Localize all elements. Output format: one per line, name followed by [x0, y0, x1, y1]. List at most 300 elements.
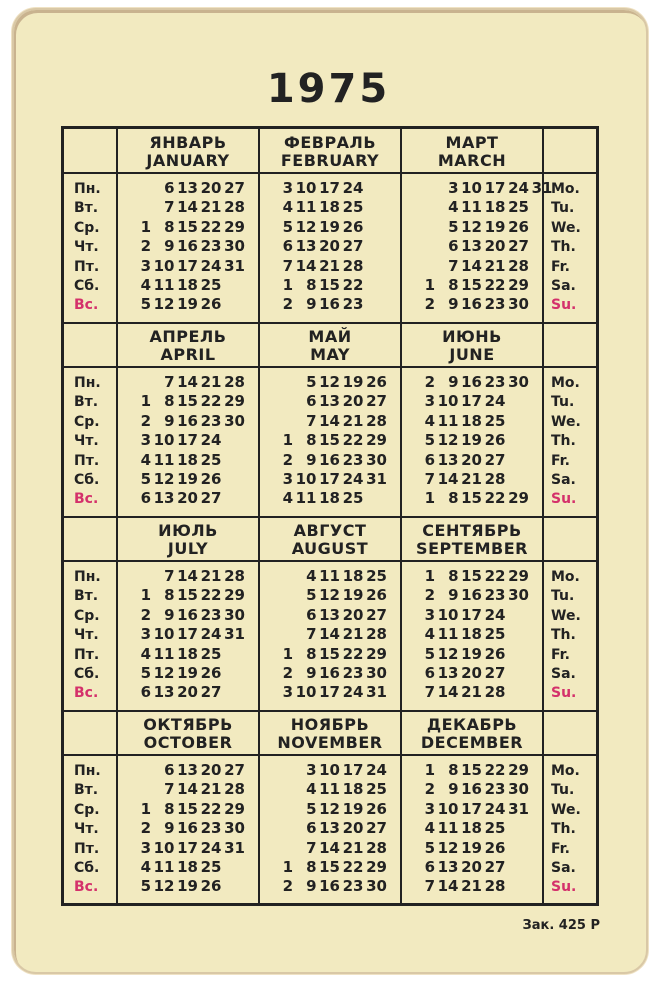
weekday-en-6: Su.	[551, 297, 577, 314]
day-cell: 23	[484, 780, 506, 799]
day-cell: 2	[282, 664, 293, 682]
day-cell: 2	[140, 237, 151, 256]
day-cell: 29	[366, 858, 387, 876]
day-cell: 18	[484, 198, 506, 217]
day-cell: 28	[484, 683, 506, 702]
month-header-may	[259, 328, 401, 364]
weekday-en-2: We.	[551, 219, 581, 236]
order-note: Зак. 425 Р	[522, 918, 600, 933]
day-cell: 4	[448, 198, 459, 217]
weekday-en-2: We.	[551, 607, 581, 624]
day-cell: 29	[224, 392, 245, 411]
day-cell: 26	[366, 586, 387, 605]
day-cell: 9	[164, 819, 175, 838]
day-cell: 3	[282, 179, 293, 197]
day-cell: 31	[224, 256, 245, 275]
day-cell: 27	[366, 819, 387, 838]
day-cell: 1	[282, 858, 293, 876]
day-cell: 13	[177, 761, 198, 779]
day-cell: 6	[306, 819, 317, 838]
day-cell: 24	[484, 799, 506, 818]
day-cell: 11	[153, 276, 175, 294]
day-cell: 4	[282, 489, 293, 508]
day-cell: 4	[424, 411, 435, 430]
day-cell: 7	[448, 256, 459, 275]
month-name-en: JULY	[167, 539, 209, 558]
weekday-ru-6: Вс.	[74, 879, 99, 896]
day-cell: 1	[140, 217, 151, 236]
day-cell: 2	[140, 605, 151, 624]
day-cell: 27	[484, 450, 506, 469]
day-cell: 18	[177, 276, 198, 294]
day-cell: 8	[448, 276, 459, 294]
day-cell: 19	[342, 373, 364, 391]
month-header-december	[401, 716, 543, 752]
day-cell: 24	[342, 179, 364, 197]
day-cell: 8	[448, 489, 459, 508]
day-cell: 27	[484, 858, 506, 876]
day-cell: 7	[424, 470, 435, 488]
day-cell: 28	[224, 780, 245, 799]
day-cell: 7	[164, 198, 175, 217]
day-cell: 30	[224, 605, 245, 624]
day-cell: 15	[461, 276, 482, 294]
weekday-en-4: Fr.	[551, 258, 570, 275]
month-name-ru: МАРТ	[445, 133, 499, 152]
day-cell: 27	[484, 664, 506, 682]
weekday-ru-5: Сб.	[74, 278, 100, 294]
day-cell: 11	[437, 625, 459, 644]
weekday-ru-3: Чт.	[74, 821, 99, 838]
day-cell: 30	[508, 373, 529, 391]
day-cell: 24	[508, 179, 529, 197]
grid-hline	[64, 322, 596, 324]
day-cell: 15	[177, 392, 198, 411]
weekday-en-1: Tu.	[551, 394, 575, 411]
day-cell: 23	[484, 295, 506, 314]
weekday-en-5: Sa.	[551, 666, 576, 682]
day-cell: 15	[461, 489, 482, 508]
weekday-en-3: Th.	[551, 821, 576, 838]
day-cell: 9	[448, 295, 459, 314]
day-cell: 3	[282, 470, 293, 488]
day-cell: 9	[306, 877, 317, 896]
day-cell: 14	[177, 780, 198, 799]
day-cell: 14	[437, 877, 459, 896]
day-cell: 15	[461, 567, 482, 585]
day-cell: 20	[177, 489, 198, 508]
day-cell: 7	[306, 411, 317, 430]
day-cell: 26	[484, 644, 506, 663]
day-cell: 9	[306, 295, 317, 314]
day-cell: 15	[319, 276, 340, 294]
month-header-january	[117, 134, 259, 170]
day-cell: 12	[153, 664, 175, 682]
day-cell: 8	[164, 799, 175, 818]
day-cell: 5	[424, 431, 435, 450]
day-cell: 16	[461, 295, 482, 314]
day-cell: 22	[342, 431, 364, 450]
day-cell: 14	[319, 838, 340, 857]
day-cell: 17	[461, 605, 482, 624]
day-cell: 23	[200, 819, 222, 838]
grid-hline	[64, 172, 596, 174]
day-cell: 16	[177, 411, 198, 430]
day-cell: 2	[424, 780, 435, 799]
day-cell: 14	[319, 625, 340, 644]
day-cell: 30	[224, 411, 245, 430]
weekday-en-3: Th.	[551, 239, 576, 256]
day-cell: 4	[424, 819, 435, 838]
day-cell: 7	[306, 838, 317, 857]
day-cell: 22	[342, 644, 364, 663]
weekday-en-2: We.	[551, 801, 581, 818]
day-cell: 28	[224, 373, 245, 391]
day-cell: 10	[153, 431, 175, 450]
day-cell: 22	[484, 489, 506, 508]
weekday-ru-1: Вт.	[74, 394, 99, 411]
month-header-february	[259, 134, 401, 170]
day-cell: 17	[319, 470, 340, 488]
weekday-ru-2: Ср.	[74, 607, 100, 624]
weekday-ru-4: Пт.	[74, 646, 100, 663]
weekday-en-6: Su.	[551, 491, 577, 508]
day-cell: 12	[153, 470, 175, 488]
day-cell: 3	[140, 625, 151, 644]
day-cell: 8	[448, 761, 459, 779]
day-cell: 29	[508, 276, 529, 294]
day-cell: 14	[437, 683, 459, 702]
day-cell: 15	[319, 644, 340, 663]
day-cell: 27	[224, 761, 245, 779]
day-cell: 22	[484, 567, 506, 585]
day-cell: 29	[508, 761, 529, 779]
day-cell: 28	[508, 256, 529, 275]
weekday-en-5: Sa.	[551, 472, 576, 488]
day-cell: 23	[200, 237, 222, 256]
day-cell: 12	[437, 431, 459, 450]
day-cell: 1	[140, 799, 151, 818]
day-cell: 6	[306, 392, 317, 411]
month-name-ru: АВГУСТ	[293, 521, 367, 540]
day-cell: 22	[484, 761, 506, 779]
day-cell: 10	[295, 683, 317, 702]
weekday-ru-3: Чт.	[74, 239, 99, 256]
day-cell: 19	[177, 877, 198, 896]
day-cell: 16	[177, 819, 198, 838]
day-cell: 16	[177, 605, 198, 624]
day-cell: 16	[461, 586, 482, 605]
day-cell: 18	[461, 625, 482, 644]
day-cell: 17	[177, 256, 198, 275]
weekday-ru-0: Пн.	[74, 569, 101, 585]
day-cell: 19	[342, 799, 364, 818]
day-cell: 18	[342, 567, 364, 585]
day-cell: 17	[342, 761, 364, 779]
weekday-en-4: Fr.	[551, 840, 570, 857]
day-cell: 13	[319, 819, 340, 838]
weekday-en-1: Tu.	[551, 588, 575, 605]
day-cell: 7	[282, 256, 293, 275]
day-cell: 3	[424, 392, 435, 411]
day-cell: 28	[484, 470, 506, 488]
weekday-ru-2: Ср.	[74, 801, 100, 818]
day-cell: 19	[484, 217, 506, 236]
weekday-en-0: Mo.	[551, 181, 580, 197]
month-name-ru: МАЙ	[308, 327, 352, 346]
day-cell: 2	[424, 586, 435, 605]
day-cell: 15	[177, 799, 198, 818]
day-cell: 7	[164, 780, 175, 799]
day-cell: 5	[140, 470, 151, 488]
day-cell: 16	[319, 450, 340, 469]
day-cell: 25	[508, 198, 529, 217]
weekday-ru-0: Пн.	[74, 763, 101, 779]
weekday-ru-3: Чт.	[74, 627, 99, 644]
day-cell: 19	[342, 586, 364, 605]
day-cell: 7	[164, 567, 175, 585]
day-cell: 26	[366, 799, 387, 818]
day-cell: 24	[366, 761, 387, 779]
day-cell: 5	[424, 644, 435, 663]
day-cell: 11	[437, 819, 459, 838]
weekday-ru-5: Сб.	[74, 472, 100, 488]
day-cell: 20	[342, 819, 364, 838]
year-title: 1975	[266, 66, 391, 112]
day-cell: 21	[200, 567, 222, 585]
day-cell: 26	[200, 295, 222, 314]
month-name-ru: ОКТЯБРЬ	[143, 715, 233, 734]
day-cell: 13	[319, 392, 340, 411]
day-cell: 22	[484, 276, 506, 294]
day-cell: 25	[200, 450, 222, 469]
day-cell: 21	[200, 780, 222, 799]
day-cell: 30	[224, 819, 245, 838]
day-cell: 4	[140, 450, 151, 469]
day-cell: 26	[484, 431, 506, 450]
day-cell: 22	[200, 799, 222, 818]
day-cell: 17	[461, 392, 482, 411]
day-cell: 16	[319, 295, 340, 314]
day-cell: 18	[461, 411, 482, 430]
day-cell: 3	[140, 838, 151, 857]
day-cell: 11	[153, 644, 175, 663]
day-cell: 17	[484, 179, 506, 197]
day-cell: 3	[424, 605, 435, 624]
day-cell: 29	[224, 217, 245, 236]
grid-hline	[64, 516, 596, 518]
weekday-en-3: Th.	[551, 627, 576, 644]
day-cell: 23	[484, 586, 506, 605]
day-cell: 3	[306, 761, 317, 779]
day-cell: 10	[295, 179, 317, 197]
day-cell: 5	[306, 799, 317, 818]
day-cell: 29	[508, 489, 529, 508]
day-cell: 27	[508, 237, 529, 256]
day-cell: 26	[508, 217, 529, 236]
weekday-ru-1: Вт.	[74, 782, 99, 799]
day-cell: 18	[177, 858, 198, 876]
day-cell: 2	[140, 819, 151, 838]
day-cell: 6	[140, 683, 151, 702]
day-cell: 21	[461, 683, 482, 702]
day-cell: 25	[366, 567, 387, 585]
day-cell: 11	[461, 198, 482, 217]
day-cell: 21	[319, 256, 340, 275]
day-cell: 26	[200, 470, 222, 488]
month-header-june	[401, 328, 543, 364]
day-cell: 1	[424, 276, 435, 294]
day-cell: 13	[177, 179, 198, 197]
day-cell: 24	[342, 470, 364, 488]
day-cell: 6	[424, 858, 435, 876]
day-cell: 26	[366, 373, 387, 391]
day-cell: 24	[200, 431, 222, 450]
day-cell: 3	[424, 799, 435, 818]
day-cell: 20	[200, 761, 222, 779]
day-cell: 5	[140, 295, 151, 314]
month-name-ru: ФЕВРАЛЬ	[283, 133, 377, 152]
month-header-november	[259, 716, 401, 752]
day-cell: 12	[437, 644, 459, 663]
day-cell: 19	[461, 431, 482, 450]
day-cell: 3	[140, 431, 151, 450]
weekday-ru-0: Пн.	[74, 375, 101, 391]
day-cell: 25	[484, 411, 506, 430]
day-cell: 28	[366, 625, 387, 644]
weekday-en-0: Mo.	[551, 375, 580, 391]
day-cell: 9	[164, 237, 175, 256]
day-cell: 31	[531, 179, 553, 197]
day-cell: 9	[448, 586, 459, 605]
day-cell: 9	[164, 605, 175, 624]
month-name-ru: АПРЕЛЬ	[149, 327, 227, 346]
day-cell: 18	[319, 489, 340, 508]
day-cell: 17	[319, 179, 340, 197]
day-cell: 7	[164, 373, 175, 391]
month-name-en: JUNE	[449, 345, 495, 364]
day-cell: 11	[319, 567, 340, 585]
day-cell: 4	[306, 780, 317, 799]
day-cell: 21	[484, 256, 506, 275]
day-cell: 31	[224, 625, 245, 644]
weekday-ru-4: Пт.	[74, 452, 100, 469]
day-cell: 24	[484, 392, 506, 411]
day-cell: 20	[484, 237, 506, 256]
weekday-en-5: Sa.	[551, 860, 576, 876]
weekday-ru-1: Вт.	[74, 588, 99, 605]
day-cell: 4	[282, 198, 293, 217]
day-cell: 27	[366, 392, 387, 411]
weekday-en-1: Tu.	[551, 782, 575, 799]
day-cell: 16	[319, 664, 340, 682]
day-cell: 28	[366, 411, 387, 430]
day-cell: 14	[177, 373, 198, 391]
day-cell: 21	[342, 411, 364, 430]
day-cell: 23	[342, 295, 364, 314]
weekday-en-0: Mo.	[551, 763, 580, 779]
day-cell: 20	[461, 450, 482, 469]
day-cell: 20	[342, 392, 364, 411]
weekday-ru-4: Пт.	[74, 258, 100, 275]
day-cell: 19	[177, 664, 198, 682]
day-cell: 11	[295, 198, 317, 217]
month-name-en: FEBRUARY	[280, 151, 380, 170]
day-cell: 21	[200, 198, 222, 217]
month-header-october	[117, 716, 259, 752]
weekday-ru-6: Вс.	[74, 491, 99, 508]
day-cell: 12	[461, 217, 482, 236]
day-cell: 9	[306, 664, 317, 682]
weekday-en-5: Sa.	[551, 278, 576, 294]
day-cell: 3	[448, 179, 459, 197]
day-cell: 21	[461, 470, 482, 488]
day-cell: 11	[295, 489, 317, 508]
day-cell: 21	[461, 877, 482, 896]
month-name-en: SEPTEMBER	[416, 539, 528, 558]
day-cell: 10	[461, 179, 482, 197]
month-name-en: NOVEMBER	[277, 733, 383, 752]
day-cell: 7	[306, 625, 317, 644]
day-cell: 27	[366, 605, 387, 624]
day-cell: 5	[424, 838, 435, 857]
day-cell: 22	[342, 276, 364, 294]
month-header-july	[117, 522, 259, 558]
month-name-en: MAY	[310, 345, 350, 364]
weekday-en-0: Mo.	[551, 569, 580, 585]
weekday-en-6: Su.	[551, 879, 577, 896]
day-cell: 21	[342, 625, 364, 644]
grid-hline	[64, 710, 596, 712]
day-cell: 13	[295, 237, 317, 256]
day-cell: 17	[461, 799, 482, 818]
grid-hline	[64, 560, 596, 562]
day-cell: 14	[295, 256, 317, 275]
day-cell: 10	[153, 625, 175, 644]
day-cell: 27	[342, 237, 364, 256]
day-cell: 30	[508, 586, 529, 605]
day-cell: 6	[424, 664, 435, 682]
day-cell: 13	[437, 858, 459, 876]
day-cell: 23	[342, 450, 364, 469]
day-cell: 6	[164, 761, 175, 779]
day-cell: 24	[200, 256, 222, 275]
day-cell: 26	[200, 664, 222, 682]
day-cell: 16	[461, 780, 482, 799]
day-cell: 16	[319, 877, 340, 896]
day-cell: 6	[282, 237, 293, 256]
day-cell: 13	[461, 237, 482, 256]
day-cell: 18	[177, 450, 198, 469]
day-cell: 5	[448, 217, 459, 236]
day-cell: 3	[282, 683, 293, 702]
day-cell: 1	[140, 586, 151, 605]
day-cell: 15	[177, 217, 198, 236]
day-cell: 13	[153, 683, 175, 702]
day-cell: 8	[164, 392, 175, 411]
day-cell: 5	[140, 664, 151, 682]
day-cell: 19	[461, 644, 482, 663]
day-cell: 14	[461, 256, 482, 275]
day-cell: 13	[437, 664, 459, 682]
day-cell: 16	[177, 237, 198, 256]
day-cell: 20	[200, 179, 222, 197]
day-cell: 15	[177, 586, 198, 605]
weekday-ru-2: Ср.	[74, 413, 100, 430]
day-cell: 25	[366, 780, 387, 799]
day-cell: 22	[200, 217, 222, 236]
month-name-ru: ИЮНЬ	[442, 327, 502, 346]
